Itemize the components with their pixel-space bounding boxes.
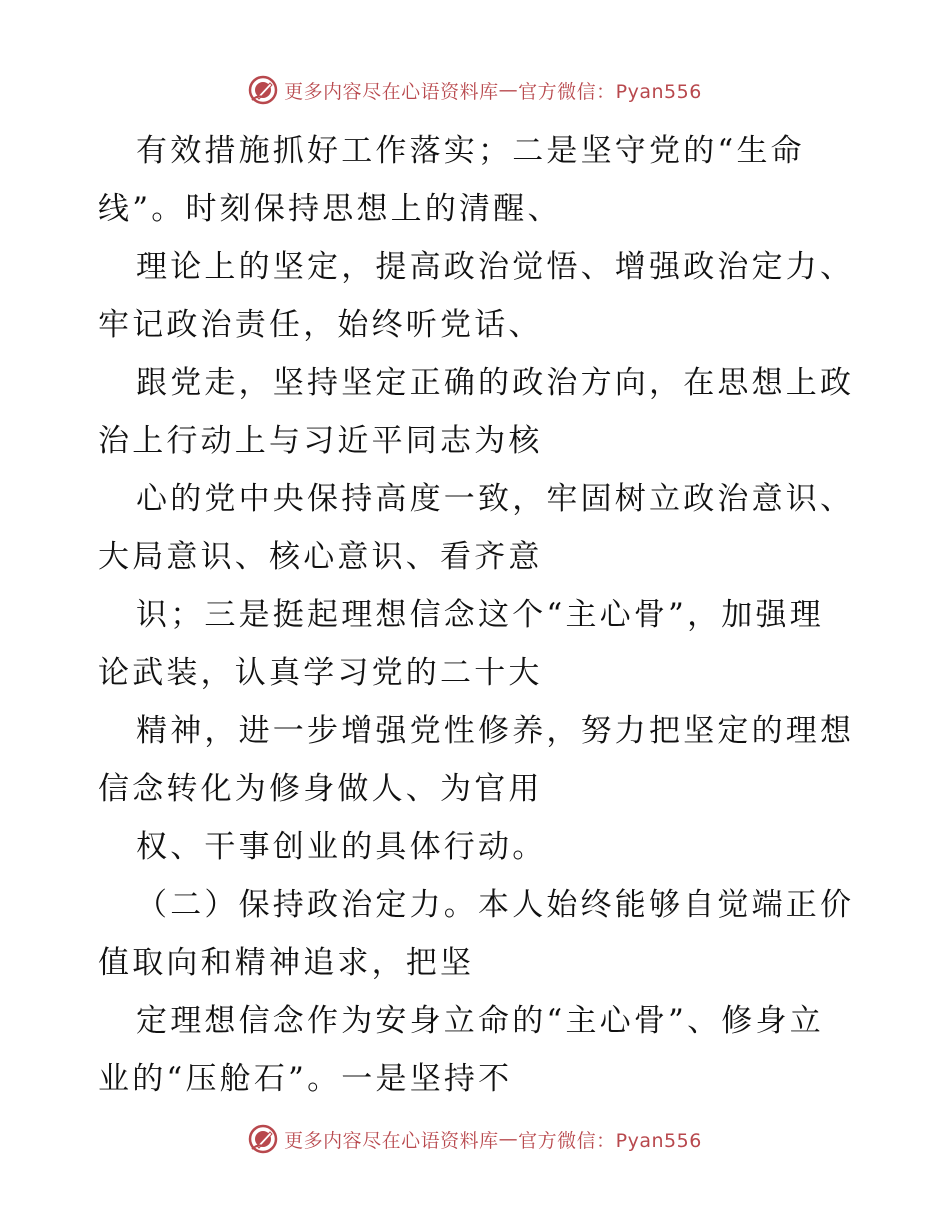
paragraph-line: 大局意识、核心意识、看齐意 bbox=[98, 539, 543, 575]
paragraph bbox=[98, 122, 858, 238]
document-body bbox=[98, 122, 858, 1108]
paragraph-line: 线”。时刻保持思想上的清醒、 bbox=[98, 191, 562, 227]
paragraph-line: 识；三是挺起理想信念这个“主心骨”，加强理 bbox=[136, 597, 824, 633]
paragraph-line: 治上行动上与习近平同志为核 bbox=[98, 423, 543, 459]
paragraph bbox=[98, 992, 858, 1108]
paragraph-line: 论武装，认真学习党的二十大 bbox=[98, 655, 543, 691]
paragraph bbox=[98, 586, 858, 702]
paragraph-line: 业的“压舱石”。一是坚持不 bbox=[98, 1061, 513, 1097]
paragraph bbox=[98, 702, 858, 818]
paragraph bbox=[98, 354, 858, 470]
paragraph bbox=[98, 876, 858, 992]
paragraph-line: 理论上的坚定，提高政治觉悟、增强政治定力、 bbox=[136, 249, 855, 285]
watermark-brand: 更多内容尽在心语资料库 bbox=[284, 80, 499, 103]
watermark-separator: — bbox=[498, 79, 519, 101]
watermark-brand: 更多内容尽在心语资料库 bbox=[284, 1129, 499, 1152]
paragraph-line: 心的党中央保持高度一致，牢固树立政治意识、 bbox=[136, 481, 855, 517]
paragraph-line: （二）保持政治定力。本人始终能够自觉端正价 bbox=[136, 887, 855, 923]
watermark-separator: — bbox=[498, 1128, 519, 1150]
footer-watermark bbox=[0, 1119, 950, 1159]
watermark-contact: 官方微信：Pyan556 bbox=[518, 80, 702, 103]
paragraph-line: 权、干事创业的具体行动。 bbox=[136, 829, 547, 865]
paragraph-line: 定理想信念作为安身立命的“主心骨”、修身立 bbox=[136, 1003, 824, 1039]
paragraph bbox=[98, 238, 858, 354]
pen-seal-icon bbox=[248, 1124, 278, 1154]
paragraph-line: 跟党走，坚持坚定正确的政治方向，在思想上政 bbox=[136, 365, 855, 401]
paragraph bbox=[98, 470, 858, 586]
paragraph bbox=[98, 818, 858, 876]
paragraph-line: 有效措施抓好工作落实；二是坚守党的“生命 bbox=[136, 133, 805, 169]
paragraph-line: 值取向和精神追求，把坚 bbox=[98, 945, 475, 981]
paragraph-line: 信念转化为修身做人、为官用 bbox=[98, 771, 543, 807]
paragraph-line: 牢记政治责任，始终听党话、 bbox=[98, 307, 543, 343]
paragraph-line: 精神，进一步增强党性修养，努力把坚定的理想 bbox=[136, 713, 855, 749]
watermark-contact: 官方微信：Pyan556 bbox=[518, 1129, 702, 1152]
header-watermark bbox=[0, 70, 950, 110]
pen-seal-icon bbox=[248, 75, 278, 105]
